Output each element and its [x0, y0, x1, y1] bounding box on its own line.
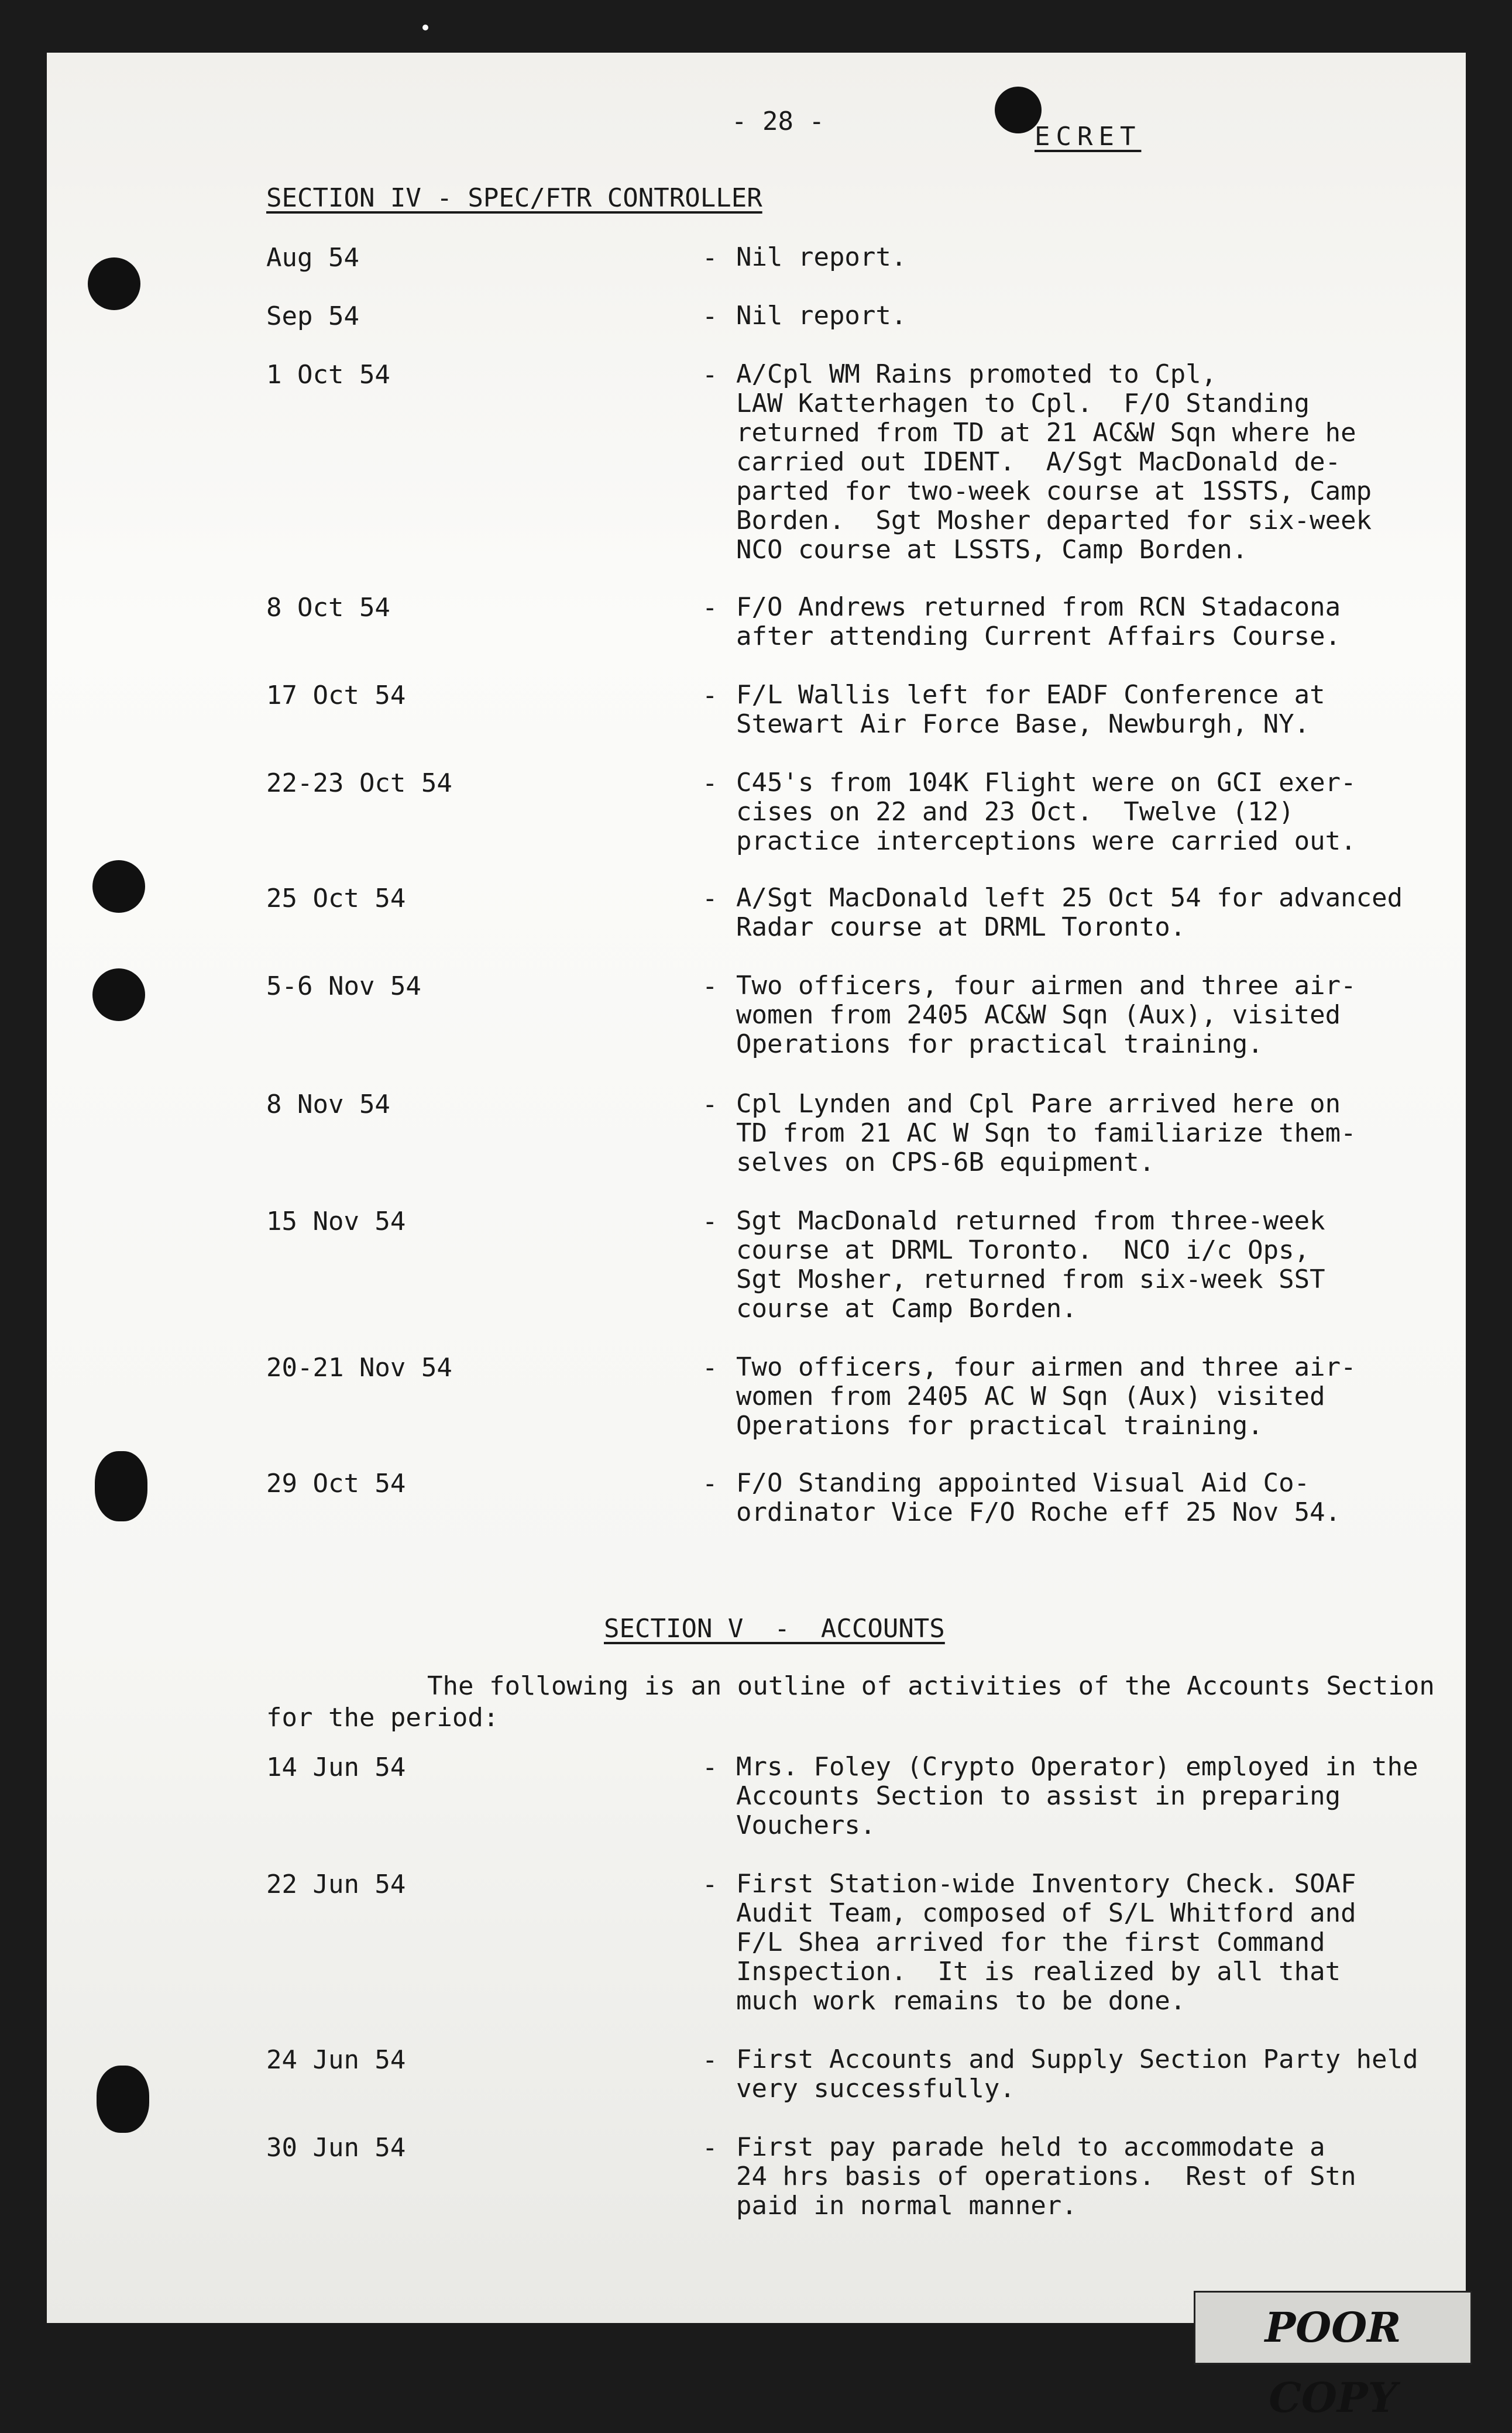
- punch-hole: [88, 257, 140, 310]
- entry-date: 8 Nov 54: [266, 1090, 390, 1119]
- entry-date: 14 Jun 54: [266, 1752, 406, 1782]
- entry-dash: -: [702, 1353, 718, 1383]
- entry-dash: -: [702, 593, 718, 623]
- entry-line: much work remains to be done.: [736, 1986, 1186, 2016]
- entry-line: Sgt MacDonald returned from three-week: [736, 1206, 1325, 1236]
- entry-line: paid in normal manner.: [736, 2191, 1077, 2221]
- entry-date: 24 Jun 54: [266, 2045, 406, 2075]
- entry-description: [736, 1353, 1409, 1441]
- entry-dash: -: [702, 1752, 718, 1782]
- entry-description: [736, 593, 1409, 651]
- entry-description: [736, 1752, 1418, 1840]
- section-v-intro-line-1: The following is an outline of activities of the Accounts Section: [427, 1671, 1435, 1701]
- section-iv-heading: SECTION IV - SPEC/FTR CONTROLLER: [266, 183, 762, 213]
- entry-line: carried out IDENT. A/Sgt MacDonald de-: [736, 447, 1341, 477]
- entry-line: NCO course at LSSTS, Camp Borden.: [736, 535, 1248, 565]
- entry-line: Mrs. Foley (Crypto Operator) employed in the: [736, 1752, 1418, 1782]
- entry-line: Radar course at DRML Toronto.: [736, 912, 1186, 942]
- entry-description: [736, 1090, 1409, 1177]
- entry-line: Nil report.: [736, 301, 907, 331]
- entry-line: returned from TD at 21 AC&W Sqn where he: [736, 418, 1356, 448]
- entry-line: Nil report.: [736, 242, 907, 272]
- entry-dash: -: [702, 884, 718, 913]
- entry-description: [736, 1469, 1409, 1527]
- section-v-heading: SECTION V - ACCOUNTS: [604, 1614, 945, 1644]
- entry-date: 8 Oct 54: [266, 593, 390, 623]
- entry-line: F/O Standing appointed Visual Aid Co-: [736, 1468, 1310, 1498]
- entry-line: F/L Shea arrived for the first Command: [736, 1927, 1325, 1957]
- entry-line: course at DRML Toronto. NCO i/c Ops,: [736, 1235, 1310, 1265]
- entry-date: 22 Jun 54: [266, 1870, 406, 1899]
- entry-date: 29 Oct 54: [266, 1469, 406, 1499]
- entry-date: 20-21 Nov 54: [266, 1353, 452, 1383]
- entry-description: [736, 971, 1409, 1059]
- entry-line: cises on 22 and 23 Oct. Twelve (12): [736, 797, 1294, 827]
- entry-dash: -: [702, 971, 718, 1001]
- entry-line: Cpl Lynden and Cpl Pare arrived here on: [736, 1089, 1341, 1119]
- entry-description: [736, 301, 1409, 331]
- entry-date: 1 Oct 54: [266, 360, 390, 390]
- punch-hole: [92, 968, 145, 1021]
- entry-dash: -: [702, 768, 718, 798]
- entry-line: Inspection. It is realized by all that: [736, 1957, 1341, 1987]
- entry-dash: -: [702, 1090, 718, 1119]
- entry-description: [736, 243, 1409, 272]
- page-number: - 28 -: [731, 106, 824, 136]
- entry-description: [736, 681, 1409, 739]
- entry-line: Operations for practical training.: [736, 1029, 1263, 1059]
- entry-line: very successfully.: [736, 2074, 1015, 2104]
- entry-description: [736, 1207, 1409, 1324]
- entry-date: 5-6 Nov 54: [266, 971, 421, 1001]
- entry-date: 17 Oct 54: [266, 681, 406, 710]
- entry-line: Borden. Sgt Mosher departed for six-week: [736, 506, 1372, 535]
- entry-line: Sgt Mosher, returned from six-week SST: [736, 1264, 1325, 1294]
- entry-line: selves on CPS-6B equipment.: [736, 1147, 1155, 1177]
- entry-dash: -: [702, 243, 718, 273]
- punch-hole: [97, 2066, 149, 2133]
- entry-dash: -: [702, 1469, 718, 1499]
- entry-dash: -: [702, 301, 718, 331]
- entry-dash: -: [702, 360, 718, 390]
- entry-line: First Accounts and Supply Section Party held: [736, 2044, 1418, 2074]
- section-v-intro-line-2: for the period:: [266, 1703, 499, 1733]
- entry-line: A/Cpl WM Rains promoted to Cpl,: [736, 359, 1217, 389]
- entry-date: 25 Oct 54: [266, 884, 406, 913]
- entry-dash: -: [702, 681, 718, 710]
- entry-line: Two officers, four airmen and three air-: [736, 971, 1356, 1001]
- entry-line: Operations for practical training.: [736, 1411, 1263, 1441]
- entry-dash: -: [702, 2045, 718, 2075]
- entry-line: Vouchers.: [736, 1810, 876, 1840]
- entry-date: Sep 54: [266, 301, 359, 331]
- entry-line: ordinator Vice F/O Roche eff 25 Nov 54.: [736, 1497, 1341, 1527]
- entry-line: Stewart Air Force Base, Newburgh, NY.: [736, 709, 1310, 739]
- entry-line: F/O Andrews returned from RCN Stadacona: [736, 592, 1341, 622]
- entry-line: Audit Team, composed of S/L Whitford and: [736, 1898, 1356, 1928]
- entry-date: 30 Jun 54: [266, 2133, 406, 2163]
- entry-line: LAW Katterhagen to Cpl. F/O Standing: [736, 389, 1310, 418]
- entry-date: Aug 54: [266, 243, 359, 273]
- entry-line: practice interceptions were carried out.: [736, 826, 1356, 856]
- punch-hole: [95, 1451, 147, 1521]
- entry-dash: -: [702, 2133, 718, 2163]
- entry-line: 24 hrs basis of operations. Rest of Stn: [736, 2161, 1356, 2191]
- entry-description: [736, 2133, 1409, 2221]
- entry-line: First Station-wide Inventory Check. SOAF: [736, 1869, 1356, 1899]
- entry-description: [736, 768, 1409, 856]
- entry-line: women from 2405 AC&W Sqn (Aux), visited: [736, 1000, 1341, 1030]
- poor-copy-stamp: POOR COPY: [1194, 2291, 1472, 2365]
- dust-speck: [422, 25, 428, 30]
- entry-line: after attending Current Affairs Course.: [736, 621, 1341, 651]
- entry-line: course at Camp Borden.: [736, 1294, 1077, 1324]
- entry-description: [736, 2044, 1418, 2104]
- entry-dash: -: [702, 1207, 718, 1236]
- entry-date: 15 Nov 54: [266, 1207, 406, 1236]
- entry-line: C45's from 104K Flight were on GCI exer-: [736, 768, 1356, 798]
- entry-line: F/L Wallis left for EADF Conference at: [736, 680, 1325, 710]
- entry-description: [736, 1870, 1409, 2016]
- entry-description: [736, 884, 1409, 942]
- punch-hole: [92, 860, 145, 913]
- entry-line: Accounts Section to assist in preparing: [736, 1781, 1341, 1811]
- entry-line: TD from 21 AC W Sqn to familiarize them-: [736, 1118, 1356, 1148]
- entry-dash: -: [702, 1870, 718, 1899]
- entry-description: [736, 360, 1409, 565]
- classification-marking: ECRET: [1035, 122, 1142, 152]
- entry-line: parted for two-week course at 1SSTS, Camp: [736, 476, 1372, 506]
- entry-line: Two officers, four airmen and three air-: [736, 1352, 1356, 1382]
- entry-line: A/Sgt MacDonald left 25 Oct 54 for advanced: [736, 883, 1403, 913]
- entry-date: 22-23 Oct 54: [266, 768, 452, 798]
- entry-line: women from 2405 AC W Sqn (Aux) visited: [736, 1382, 1325, 1411]
- entry-line: First pay parade held to accommodate a: [736, 2132, 1325, 2162]
